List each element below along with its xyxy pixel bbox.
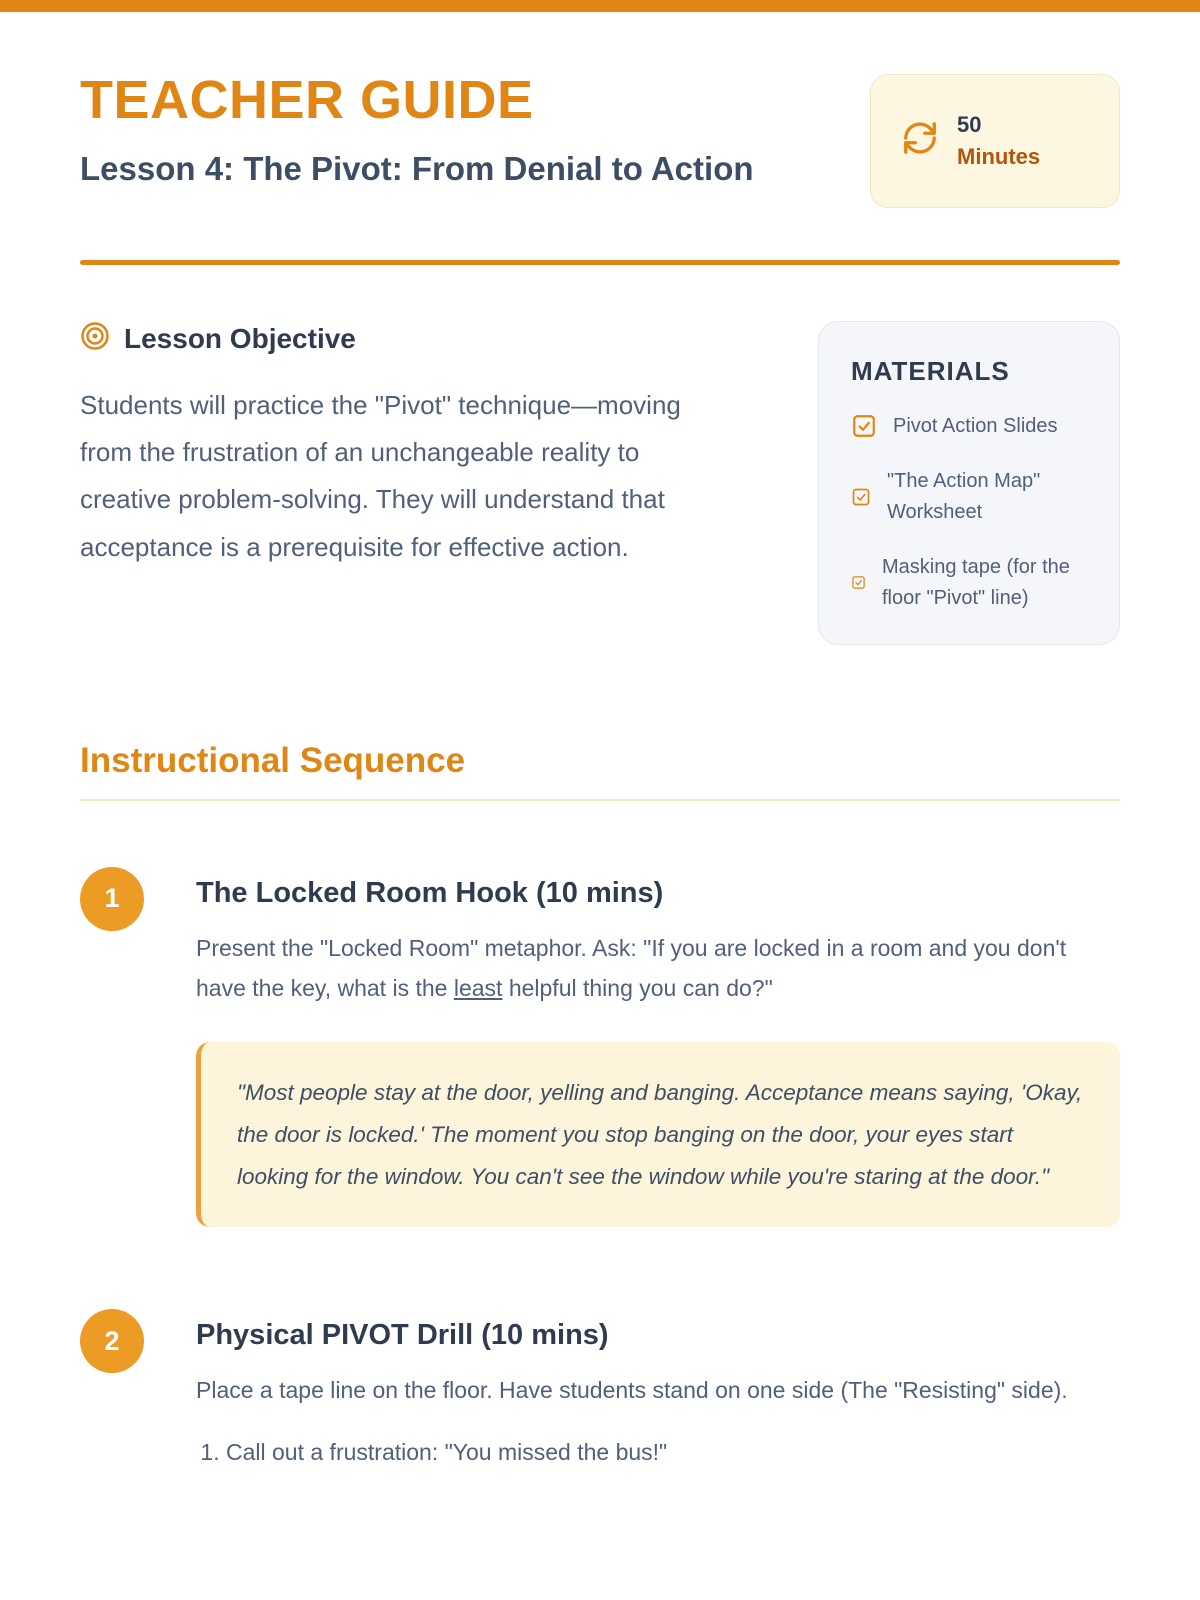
page-title: TEACHER GUIDE	[80, 70, 534, 130]
title-block	[80, 72, 754, 193]
step-body-emphasis: least	[453, 975, 503, 1002]
checkbox-check-icon	[851, 487, 871, 507]
step-body	[196, 928, 1120, 1009]
target-icon	[80, 321, 110, 358]
step-title: The Locked Room Hook (10 mins)	[196, 876, 664, 909]
objective-heading: Lesson Objective	[124, 323, 356, 355]
step-content	[196, 1309, 1120, 1473]
lesson-title: Lesson 4: The Pivot: From Denial to Action	[80, 149, 754, 187]
top-accent-bar	[0, 0, 1200, 12]
checkbox-check-icon	[851, 413, 877, 439]
duration-badge	[870, 74, 1120, 208]
duration-value: 50	[957, 112, 982, 137]
teacher-script-quote: "Most people stay at the door, yelling and banging. Acceptance means saying, 'Okay, the door is locked.' The moment you stop banging on the door, your eyes start looking for the window. You can't see the window while you're staring at the door."	[196, 1042, 1120, 1227]
sequence-heading: Instructional Sequence	[80, 741, 1120, 801]
step-body-text: Present the "Locked Room" metaphor. Ask: "If you are locked in a room and you don't have the key, what is the	[196, 934, 1067, 1002]
step-body-text: helpful thing you can do?"	[502, 975, 773, 1002]
teacher-guide-page	[0, 72, 1200, 1473]
header-divider	[80, 260, 1120, 265]
objective-section	[80, 321, 725, 571]
step-2	[80, 1309, 1120, 1473]
material-label: Pivot Action Slides	[893, 414, 1058, 437]
material-label: Masking tape (for the floor "Pivot" line)	[882, 555, 1070, 609]
duration-unit: Minutes	[957, 143, 1041, 169]
material-item	[851, 411, 1091, 442]
refresh-icon	[901, 119, 939, 162]
materials-heading: MATERIALS	[851, 355, 1010, 386]
step-title: Physical PIVOT Drill (10 mins)	[196, 1319, 609, 1352]
step-number-badge: 1	[80, 867, 144, 931]
header	[80, 72, 1120, 208]
step-1	[80, 867, 1120, 1227]
materials-card	[818, 321, 1120, 645]
step-body: Place a tape line on the floor. Have students stand on one side (The "Resisting" side).	[196, 1377, 1068, 1404]
material-item	[851, 552, 1091, 614]
objective-heading-row	[80, 321, 725, 358]
objective-materials-row	[80, 321, 1120, 645]
drill-step-list	[196, 1432, 1120, 1472]
step-content	[196, 867, 1120, 1227]
objective-body: Students will practice the "Pivot" technique—moving from the frustration of an unchangeable reality to creative problem-solving. They will understand that acceptance is a prerequisite for effective action.	[80, 389, 681, 562]
material-label: "The Action Map" Worksheet	[887, 469, 1041, 523]
step-number-badge: 2	[80, 1309, 144, 1373]
duration-text	[957, 109, 1040, 173]
drill-step-item: 1. Call out a frustration: "You missed the bus!"	[226, 1432, 1120, 1472]
checkbox-check-icon	[851, 575, 866, 590]
material-item	[851, 466, 1091, 528]
